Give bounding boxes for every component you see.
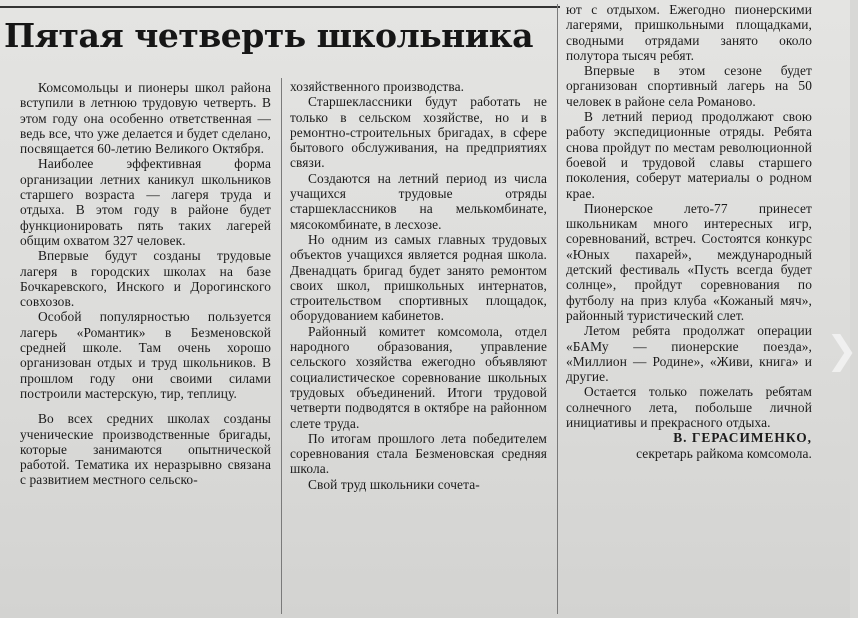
paragraph: хозяйственного производства. <box>290 79 465 94</box>
article-column-3 <box>566 2 812 461</box>
paragraph: ют с отдыхом. Ежегодно пионерскими лагерями, пришкольными площадками, сводными отрядами занято около полутора тысяч ребят. <box>566 2 812 63</box>
article-headline: Пятая четверть школьника <box>4 16 533 55</box>
column-divider-2 <box>557 4 558 614</box>
paragraph: Комсомольцы и пионеры школ района вступили в летнюю трудовую четверть. В этом году она особенно ответственная — ведь все, что уже делается и будет сделано, посвящается 60-летию Великого Октября. <box>20 80 271 157</box>
signature <box>566 430 812 461</box>
paragraph: Во всех средних школах созданы ученические производственные бригады, которые занимаются опытнической работой. Тематика их неразрывно связана с развитием местного сельско- <box>20 411 271 488</box>
paragraph: Пионерское лето-77 принесет школьникам много интересных игр, соревнований, встреч. Состоятся конкурс «Юных пахарей», международный детский фестиваль «Пусть всегда будет солнце», пройдут соревнования по футболу на приз клуба «Кожаный мяч», районный туристический слет. <box>566 200 812 323</box>
article-column-2 <box>290 79 547 492</box>
paragraph: Районный комитет комсомола, отдел народного образования, управление сельского хозяйства ежегодно объявляют социалистическое соревнование школьных трудовых объединений. Итоги трудовой четверти подводятся в октябре на районном слете труда. <box>290 323 547 431</box>
chevron-right-icon[interactable]: ❯ <box>826 328 858 372</box>
column-divider-1 <box>281 78 282 614</box>
paragraph: Особой популярностью пользуется лагерь «Романтик» в Безменовской средней школе. Там очень хорошо организован отдых и труд школьников. В прошлом году они своими силами построили мастерскую, тир, теплицу. <box>20 309 271 401</box>
article-column-1 <box>20 80 271 488</box>
paragraph: Старшеклассники будут работать не только в сельском хозяйстве, но и в ремонтно-строительных бригадах, в сфере бытового обслуживания, на предприятиях связи. <box>290 94 547 171</box>
paragraph: Но одним из самых главных трудовых объектов учащихся является родная школа. Двенадцать бригад будет занято ремонтом своих школ, пришкольных интернатов, строительством спортивных площадок, оборудованием кабинетов. <box>290 231 547 324</box>
signature-name: В. ГЕРАСИМЕНКО, <box>673 430 812 446</box>
paragraph: Остается только пожелать ребятам солнечного лета, побольше личной инициативы и прекрасного отдыха. <box>566 384 812 431</box>
paragraph: Впервые будут созданы трудовые лагеря в городских школах на базе Бочкаревского, Инского и Дорогинского совхозов. <box>20 248 271 310</box>
paragraph: Создаются на летний период из числа учащихся трудовые отряды старшеклассников на мелькомбинате, мясокомбинате, в лесхозе. <box>290 170 547 232</box>
paragraph: Свой труд школьники сочета- <box>308 476 480 492</box>
paragraph: Летом ребята продолжат операции «БАМу — пионерские поезда», «Миллион — Родине», «Живи, книга» и другие. <box>566 323 812 385</box>
paragraph: Наиболее эффективная форма организации летних каникул школьников старшего возраста — лагеря труда и отдыха. В этом году в районе будет функционировать пять таких лагерей общим охватом 327 человек. <box>20 156 271 248</box>
paragraph: В летний период продолжают свою работу экспедиционные отряды. Ребята снова пройдут по местам революционной боевой и трудовой славы старшего поколения, соберут материалы о родном крае. <box>566 109 812 201</box>
paragraph: По итогам прошлого лета победителем соревнования стала Безменовская средняя школа. <box>290 430 547 477</box>
top-divider <box>0 0 560 8</box>
paragraph: Впервые в этом сезоне будет организован спортивный лагерь на 50 человек в районе села Романово. <box>566 63 812 109</box>
signature-role: секретарь райкома комсомола. <box>636 445 812 461</box>
